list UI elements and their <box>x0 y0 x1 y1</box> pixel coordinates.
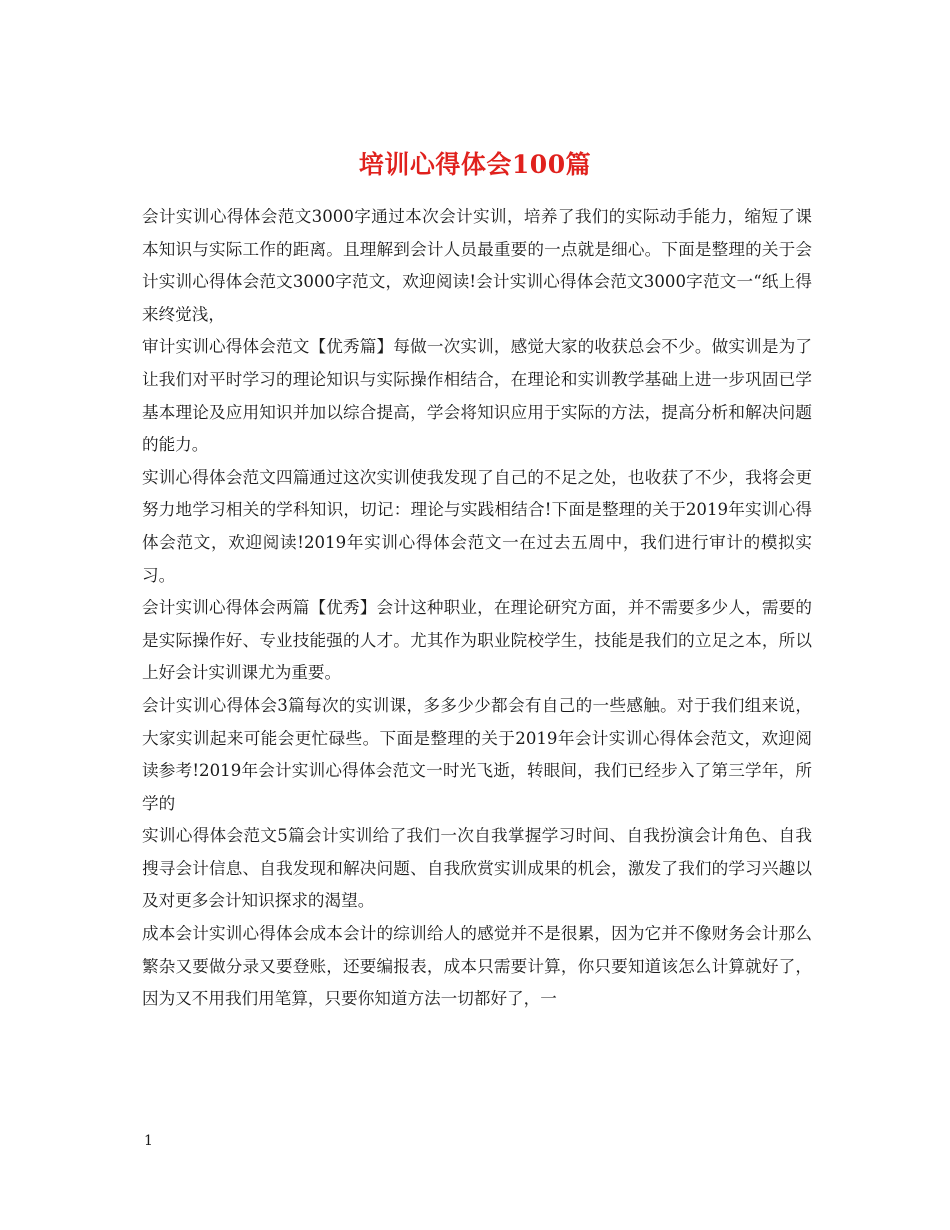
document-body <box>142 201 812 1016</box>
paragraph: 成本会计实训心得体会成本会计的综训给人的感觉并不是很累，因为它并不像财务会计那么繁杂又要做分录又要登账，还要编报表，成本只需要计算，你只要知道该怎么计算就好了，因为又不用我们用笔算，只要你知道方法一切都好了，一 <box>142 924 812 1009</box>
document-title: 培训心得体会100篇 <box>358 149 592 179</box>
paragraph: 实训心得体会范文5篇会计实训给了我们一次自我掌握学习时间、自我扮演会计角色、自我搜寻会计信息、自我发现和解决问题、自我欣赏实训成果的机会，激发了我们的学习兴趣以及对更多会计知识探求的渴望。 <box>142 826 812 911</box>
paragraph: 会计实训心得体会3篇每次的实训课，多多少少都会有自己的一些感触。对于我们组来说，大家实训起来可能会更忙碌些。下面是整理的关于2019年会计实训心得体会范文，欢迎阅读参考!2019年会计实训心得体会范文一时光飞逝，转眼间，我们已经步入了第三学年，所学的 <box>142 695 812 813</box>
paragraph: 会计实训心得体会两篇【优秀】会计这种职业，在理论研究方面，并不需要多少人，需要的是实际操作好、专业技能强的人才。尤其作为职业院校学生，技能是我们的立足之本，所以上好会计实训课尤为重要。 <box>142 598 812 683</box>
paragraph: 会计实训心得体会范文3000字通过本次会计实训，培养了我们的实际动手能力，缩短了课本知识与实际工作的距离。且理解到会计人员最重要的一点就是细心。下面是整理的关于会计实训心得体会范文3000字范文，欢迎阅读!会计实训心得体会范文3000字范文一“纸上得来终觉浅， <box>142 207 812 324</box>
paragraph: 审计实训心得体会范文【优秀篇】每做一次实训，感觉大家的收获总会不少。做实训是为了让我们对平时学习的理论知识与实际操作相结合，在理论和实训教学基础上进一步巩固已学基本理论及应用知识并加以综合提高，学会将知识应用于实际的方法，提高分析和解决问题的能力。 <box>142 337 812 455</box>
paragraph: 实训心得体会范文四篇通过这次实训使我发现了自己的不足之处，也收获了不少，我将会更努力地学习相关的学科知识，切记：理论与实践相结合!下面是整理的关于2019年实训心得体会范文，欢迎阅读!2019年实训心得体会范文一在过去五周中，我们进行审计的模拟实习。 <box>142 467 812 585</box>
page-number: 1 <box>144 1133 153 1149</box>
